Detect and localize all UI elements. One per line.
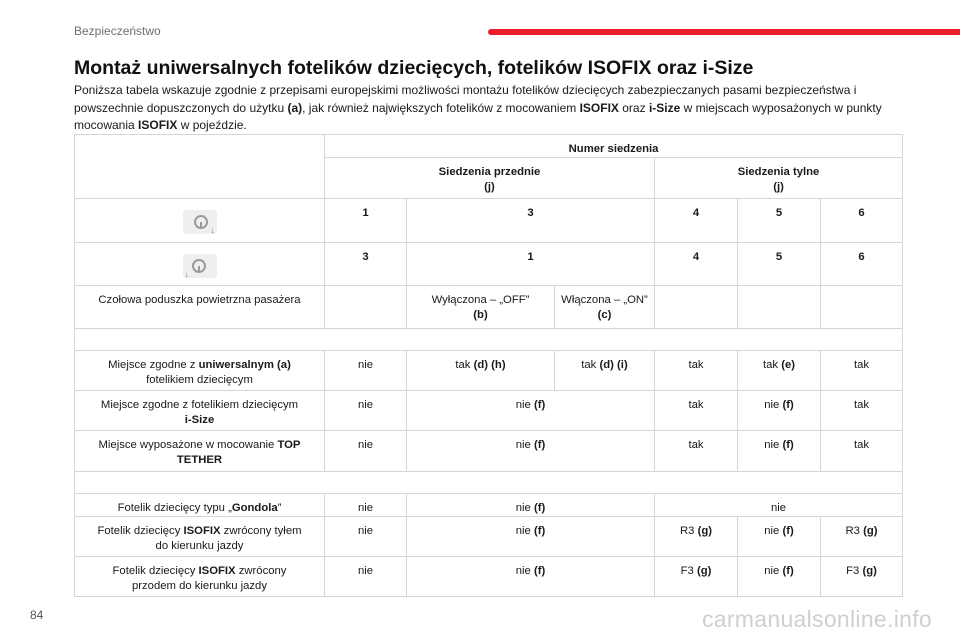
child-seat-table [74, 134, 903, 597]
table-corner [75, 135, 325, 199]
table-cell: tak [655, 391, 738, 431]
table-cell: nie [325, 431, 407, 472]
seat-number-cell: 6 [821, 199, 903, 243]
table-row [75, 351, 903, 391]
table-cell [655, 286, 738, 329]
isize-seat-label: Miejsce zgodne z fotelikiem dziecięcym i-Size [75, 391, 325, 431]
airbag-off-cell: Wyłączona – „OFF” (b) [407, 286, 555, 329]
rhd-icon-cell [75, 243, 325, 286]
table-cell: nie [655, 494, 903, 517]
table-row [75, 517, 903, 557]
table-row [75, 286, 903, 329]
seat-number-cell: 1 [407, 243, 655, 286]
table-cell: tak [821, 431, 903, 472]
table-cell: nie (f) [738, 557, 821, 597]
table-cell: nie [325, 517, 407, 557]
seat-number-cell: 4 [655, 243, 738, 286]
table-row [75, 431, 903, 472]
table-cell [738, 286, 821, 329]
table-cell: R3 (g) [655, 517, 738, 557]
table-cell: nie (f) [407, 391, 655, 431]
table-cell: nie [325, 351, 407, 391]
seat-number-header: Numer siedzenia [325, 135, 903, 158]
table-spacer [75, 472, 903, 494]
lhd-icon-cell [75, 199, 325, 243]
table-cell: nie (f) [407, 431, 655, 472]
table-cell [325, 286, 407, 329]
table-row [75, 199, 903, 243]
table-cell: tak [655, 351, 738, 391]
steering-wheel-right-icon: ↓ [183, 252, 217, 280]
section-accent-bar [488, 29, 960, 35]
table-cell: nie [325, 557, 407, 597]
table-cell: tak (d) (h) [407, 351, 555, 391]
isofix-front-facing-label: Fotelik dziecięcy ISOFIX zwrócony przodem do kierunku jazdy [75, 557, 325, 597]
seat-number-cell: 3 [325, 243, 407, 286]
front-seats-header: Siedzenia przednie (j) [325, 158, 655, 199]
table-cell: tak [821, 391, 903, 431]
table-row [75, 243, 903, 286]
table-cell: tak (d) (i) [555, 351, 655, 391]
table-cell: tak [655, 431, 738, 472]
table-cell: tak (e) [738, 351, 821, 391]
table-cell: nie [325, 494, 407, 517]
seat-number-cell: 1 [325, 199, 407, 243]
seat-number-cell: 4 [655, 199, 738, 243]
seat-number-cell: 6 [821, 243, 903, 286]
universal-seat-label: Miejsce zgodne z uniwersalnym (a) fotelikiem dziecięcym [75, 351, 325, 391]
gondola-label: Fotelik dziecięcy typu „Gondola” [75, 494, 325, 517]
table-cell: F3 (g) [655, 557, 738, 597]
table-cell: nie [325, 391, 407, 431]
isofix-rear-facing-label: Fotelik dziecięcy ISOFIX zwrócony tyłem do kierunku jazdy [75, 517, 325, 557]
table-cell: nie (f) [738, 517, 821, 557]
table-cell: nie (f) [407, 517, 655, 557]
table-cell: R3 (g) [821, 517, 903, 557]
seat-number-cell: 3 [407, 199, 655, 243]
table-cell: nie (f) [407, 557, 655, 597]
page-title: Montaż uniwersalnych fotelików dziecięcych, fotelików ISOFIX oraz i-Size [74, 57, 754, 79]
seat-number-cell: 5 [738, 243, 821, 286]
airbag-label: Czołowa poduszka powietrzna pasażera [75, 286, 325, 329]
intro-paragraph: Poniższa tabela wskazuje zgodnie z przepisami europejskimi możliwości montażu fotelików dziecięcych zabezpieczanych pasami bezpieczeństwa i powszechnie dopuszczonych do użytku (a), jak również największych fotelików z mocowaniem ISOFIX oraz i-Size w miejscach wyposażonych w punkty mocowania ISOFIX w pojeździe. [74, 83, 882, 132]
table-spacer [75, 329, 903, 351]
section-label: Bezpieczeństwo [74, 24, 161, 38]
table-row [75, 494, 903, 517]
table-cell: nie (f) [738, 391, 821, 431]
table-row [75, 557, 903, 597]
table-cell: tak [821, 351, 903, 391]
table-row [75, 135, 903, 158]
table-cell: nie (f) [738, 431, 821, 472]
table-spacer-row [75, 472, 903, 494]
steering-wheel-left-icon: ↓ [183, 208, 217, 236]
table-cell: nie (f) [407, 494, 655, 517]
table-row [75, 391, 903, 431]
page-number: 84 [30, 608, 44, 622]
seat-number-cell: 5 [738, 199, 821, 243]
airbag-on-cell: Włączona – „ON” (c) [555, 286, 655, 329]
table-cell: F3 (g) [821, 557, 903, 597]
table-cell [821, 286, 903, 329]
table-spacer-row [75, 329, 903, 351]
top-tether-label: Miejsce wyposażone w mocowanie TOP TETHER [75, 431, 325, 472]
watermark: carmanualsonline.info [701, 606, 932, 632]
rear-seats-header: Siedzenia tylne (j) [655, 158, 903, 199]
